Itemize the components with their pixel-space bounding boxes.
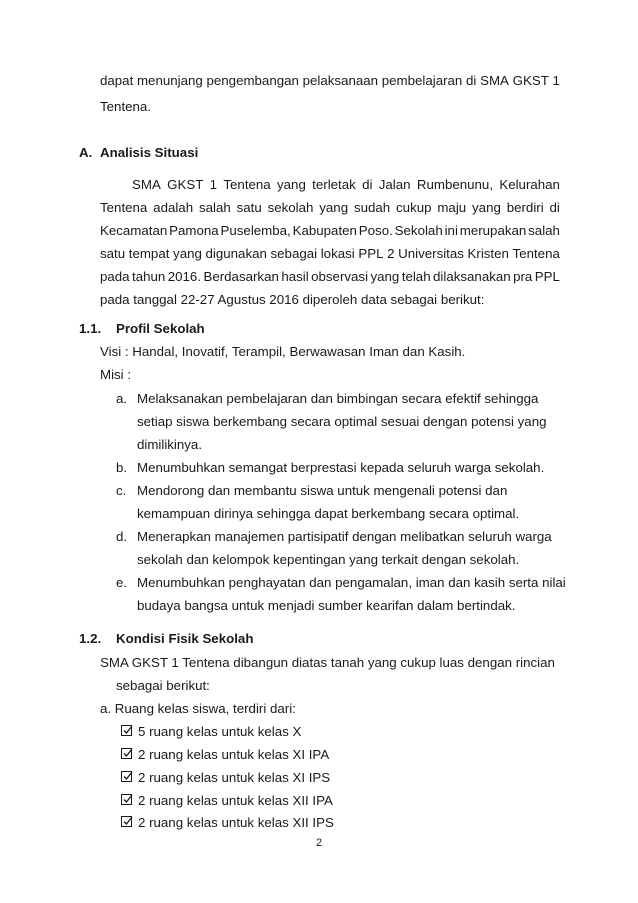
checkbox-checked-icon bbox=[121, 816, 132, 827]
kondisi-item-a: a. Ruang kelas siswa, terdiri dari: bbox=[100, 701, 296, 716]
misi-a-line-3: dimilikinya. bbox=[137, 437, 203, 452]
section-a-para-line-3: Kecamatan Pamona Puselemba, Kabupaten Poso. Sekolah ini merupakan salah bbox=[100, 223, 560, 238]
misi-c-marker: c. bbox=[116, 483, 127, 498]
room-item bbox=[121, 770, 421, 786]
intro-line-1: dapat menunjang pengembangan pelaksanaan pembelajaran di SMA GKST 1 bbox=[100, 73, 560, 88]
visi-line: Visi : Handal, Inovatif, Terampil, Berwawasan Iman dan Kasih. bbox=[100, 344, 466, 359]
intro-line-2: Tentena. bbox=[100, 99, 152, 114]
room-item-label: 5 ruang kelas untuk kelas X bbox=[138, 724, 302, 739]
page-number: 2 bbox=[315, 837, 323, 849]
misi-a-line-1: Melaksanakan pembelajaran dan bimbingan secara efektif sehingga bbox=[137, 391, 539, 406]
room-item bbox=[121, 815, 421, 831]
room-item-label: 2 ruang kelas untuk kelas XI IPS bbox=[138, 770, 331, 785]
checkbox-checked-icon bbox=[121, 748, 132, 759]
misi-b-marker: b. bbox=[116, 460, 128, 475]
misi-e-marker: e. bbox=[116, 575, 128, 590]
misi-c-line-1: Mendorong dan membantu siswa untuk mengenali potensi dan bbox=[137, 483, 508, 498]
room-item bbox=[121, 793, 421, 809]
room-item-label: 2 ruang kelas untuk kelas XII IPA bbox=[138, 793, 333, 808]
checkbox-checked-icon bbox=[121, 771, 132, 782]
section-a-para-line-5: pada tahun 2016. Berdasarkan hasil observasi yang telah dilaksanakan pra PPL bbox=[100, 269, 560, 284]
misi-d-line-1: Menerapkan manajemen partisipatif dengan melibatkan seluruh warga bbox=[137, 529, 552, 544]
room-item-label: 2 ruang kelas untuk kelas XII IPS bbox=[138, 815, 334, 830]
room-item bbox=[121, 724, 421, 740]
section-1-1-title: Profil Sekolah bbox=[116, 321, 205, 336]
misi-label: Misi : bbox=[100, 367, 132, 382]
section-a-para-line-6: pada tanggal 22-27 Agustus 2016 diperoleh data sebagai berikut: bbox=[100, 292, 485, 307]
checkbox-checked-icon bbox=[121, 725, 132, 736]
room-item bbox=[121, 747, 421, 763]
room-item-label: 2 ruang kelas untuk kelas XI IPA bbox=[138, 747, 330, 762]
misi-e-line-1: Menumbuhkan penghayatan dan pengamalan, iman dan kasih serta nilai bbox=[137, 575, 566, 590]
section-a-marker: A. bbox=[79, 145, 93, 160]
section-1-2-title: Kondisi Fisik Sekolah bbox=[116, 631, 254, 646]
misi-b-line-1: Menumbuhkan semangat berprestasi kepada seluruh warga sekolah. bbox=[137, 460, 545, 475]
misi-a-line-2: setiap siswa berkembang secara optimal sesuai dengan potensi yang bbox=[137, 414, 547, 429]
checkbox-checked-icon bbox=[121, 794, 132, 805]
section-a-title: Analisis Situasi bbox=[100, 145, 199, 160]
misi-a-marker: a. bbox=[116, 391, 128, 406]
section-a-para-line-4: satu tempat yang digunakan sebagai lokasi PPL 2 Universitas Kristen Tentena bbox=[100, 246, 560, 261]
kondisi-intro-line-1: SMA GKST 1 Tentena dibangun diatas tanah yang cukup luas dengan rincian bbox=[100, 655, 555, 670]
misi-c-line-2: kemampuan dirinya sehingga dapat berkembang secara optimal. bbox=[137, 506, 520, 521]
misi-e-line-2: budaya bangsa untuk menjadi sumber kearifan dalam bertindak. bbox=[137, 598, 516, 613]
misi-d-marker: d. bbox=[116, 529, 128, 544]
kondisi-intro-line-2: sebagai berikut: bbox=[116, 678, 210, 693]
section-a-para-line-1: SMA GKST 1 Tentena yang terletak di Jalan Rumbenunu, Kelurahan bbox=[132, 177, 560, 192]
misi-d-line-2: sekolah dan kelompok kepentingan yang terkait dengan sekolah. bbox=[137, 552, 520, 567]
section-a-para-line-2: Tentena adalah salah satu sekolah yang sudah cukup maju yang berdiri di bbox=[100, 200, 560, 215]
section-1-1-number: 1.1. bbox=[79, 321, 102, 336]
section-1-2-number: 1.2. bbox=[79, 631, 102, 646]
